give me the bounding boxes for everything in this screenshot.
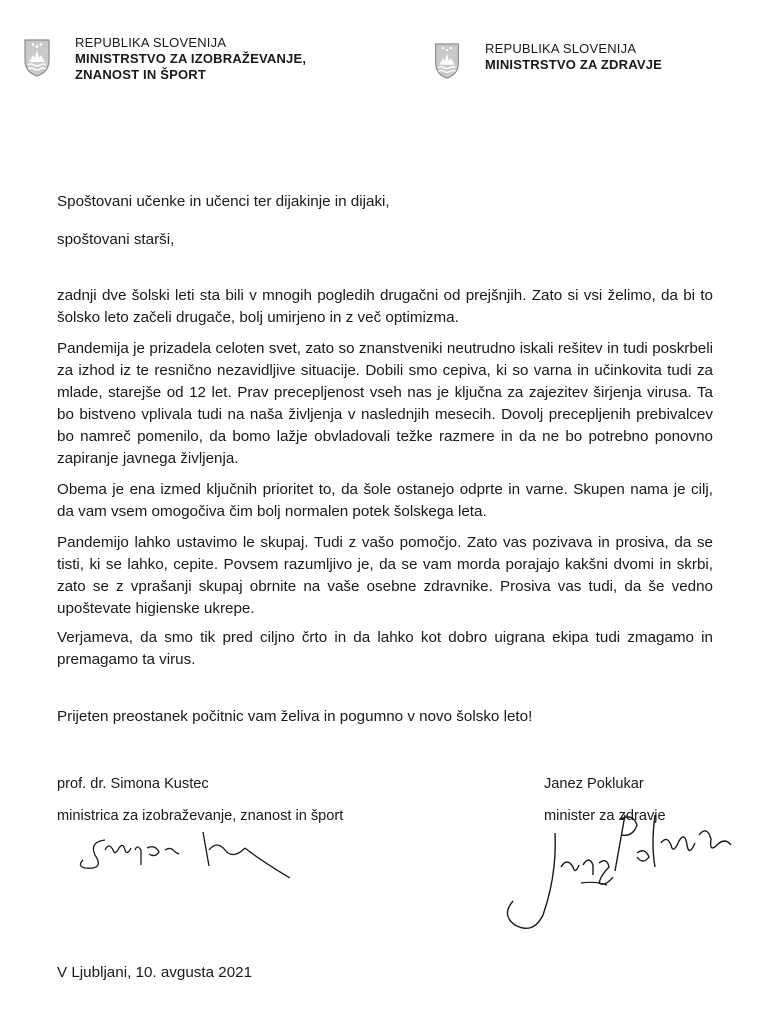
paragraph: Pandemija je prizadela celoten svet, zato so znanstveniki neutrudno iskali rešitev in tudi poskrbeli za izhod iz te resnično nezavidljive situacije. Dobili smo cepiva, ki so varna in učinkovita tudi za mlade, starejše od 12 let. Prav precepljenost vseh nas je ključna za zajezitev širjenja virusa. Ta bo bistveno vplivala tudi na naša življenja v naslednjih mesecih. Dovolj precepljenih prebivalcev bo namreč pomenilo, da bomo lažje obvladovali težke razmere in da ne bo potrebno ponovno zapiranje javnega življenja.: [57, 340, 713, 467]
handwritten-signature-icon: [495, 805, 745, 950]
place-and-date: V Ljubljani, 10. avgusta 2021: [57, 964, 253, 981]
paragraph: Pandemijo lahko ustavimo le skupaj. Tudi z vašo pomočjo. Zato vas pozivava in prosiva, da se tisti, ki se lahko, cepite. Povsem razumljivo je, da se vam morda porajajo kakšni dvomi in skrbi, zato se z vprašanji skupaj obrnite na vaše osebne zdravnike. Prosiva vas tudi, da še vedno upoštevate higienske ukrepe.: [57, 534, 713, 617]
paragraph: zadnji dve šolski leti sta bili v mnogih pogledih drugačni od prejšnjih. Zato si vsi želimo, da bi to šolsko leto začeli drugače, bolj umirjeno in z več optimizma.: [57, 287, 713, 326]
greeting-students: Spoštovani učenke in učenci ter dijakinje in dijaki,: [57, 193, 390, 210]
signatory-name: prof. dr. Simona Kustec: [57, 776, 209, 792]
greeting-parents: spoštovani starši,: [57, 231, 175, 248]
letterhead: [0, 0, 784, 110]
header-right-text: [485, 41, 662, 73]
signatory-title: ministrica za izobraževanje, znanost in šport: [57, 808, 344, 824]
ministry-name-line1: MINISTRSTVO ZA ZDRAVJE: [485, 57, 663, 72]
closing-wish: Prijeten preostanek počitnic vam želiva in pogumno v novo šolsko leto!: [57, 708, 533, 725]
paragraph: Verjameva, da smo tik pred ciljno črto in da lahko kot dobro uigrana ekipa tudi zmagamo in premagamo ta virus.: [57, 629, 713, 668]
handwritten-signature-icon: [75, 810, 305, 895]
signatory-name: Janez Poklukar: [544, 776, 644, 792]
ministry-name-line2: ZNANOST IN ŠPORT: [75, 67, 207, 82]
ministry-name-line1: MINISTRSTVO ZA IZOBRAŽEVANJE,: [75, 51, 307, 66]
paragraph: Obema je ena izmed ključnih prioritet to, da šole ostanejo odprte in varne. Skupen nama je cilj, da vam vsem omogočiva čim bolj normalen potek šolskega leta.: [57, 481, 713, 520]
coat-of-arms-icon: [22, 38, 52, 78]
coat-of-arms-icon: [432, 42, 462, 80]
signatory-title: minister za zdravje: [544, 808, 666, 824]
header-left-text: [75, 35, 306, 83]
republic-label: REPUBLIKA SLOVENIJA: [485, 41, 637, 56]
republic-label: REPUBLIKA SLOVENIJA: [75, 35, 227, 50]
